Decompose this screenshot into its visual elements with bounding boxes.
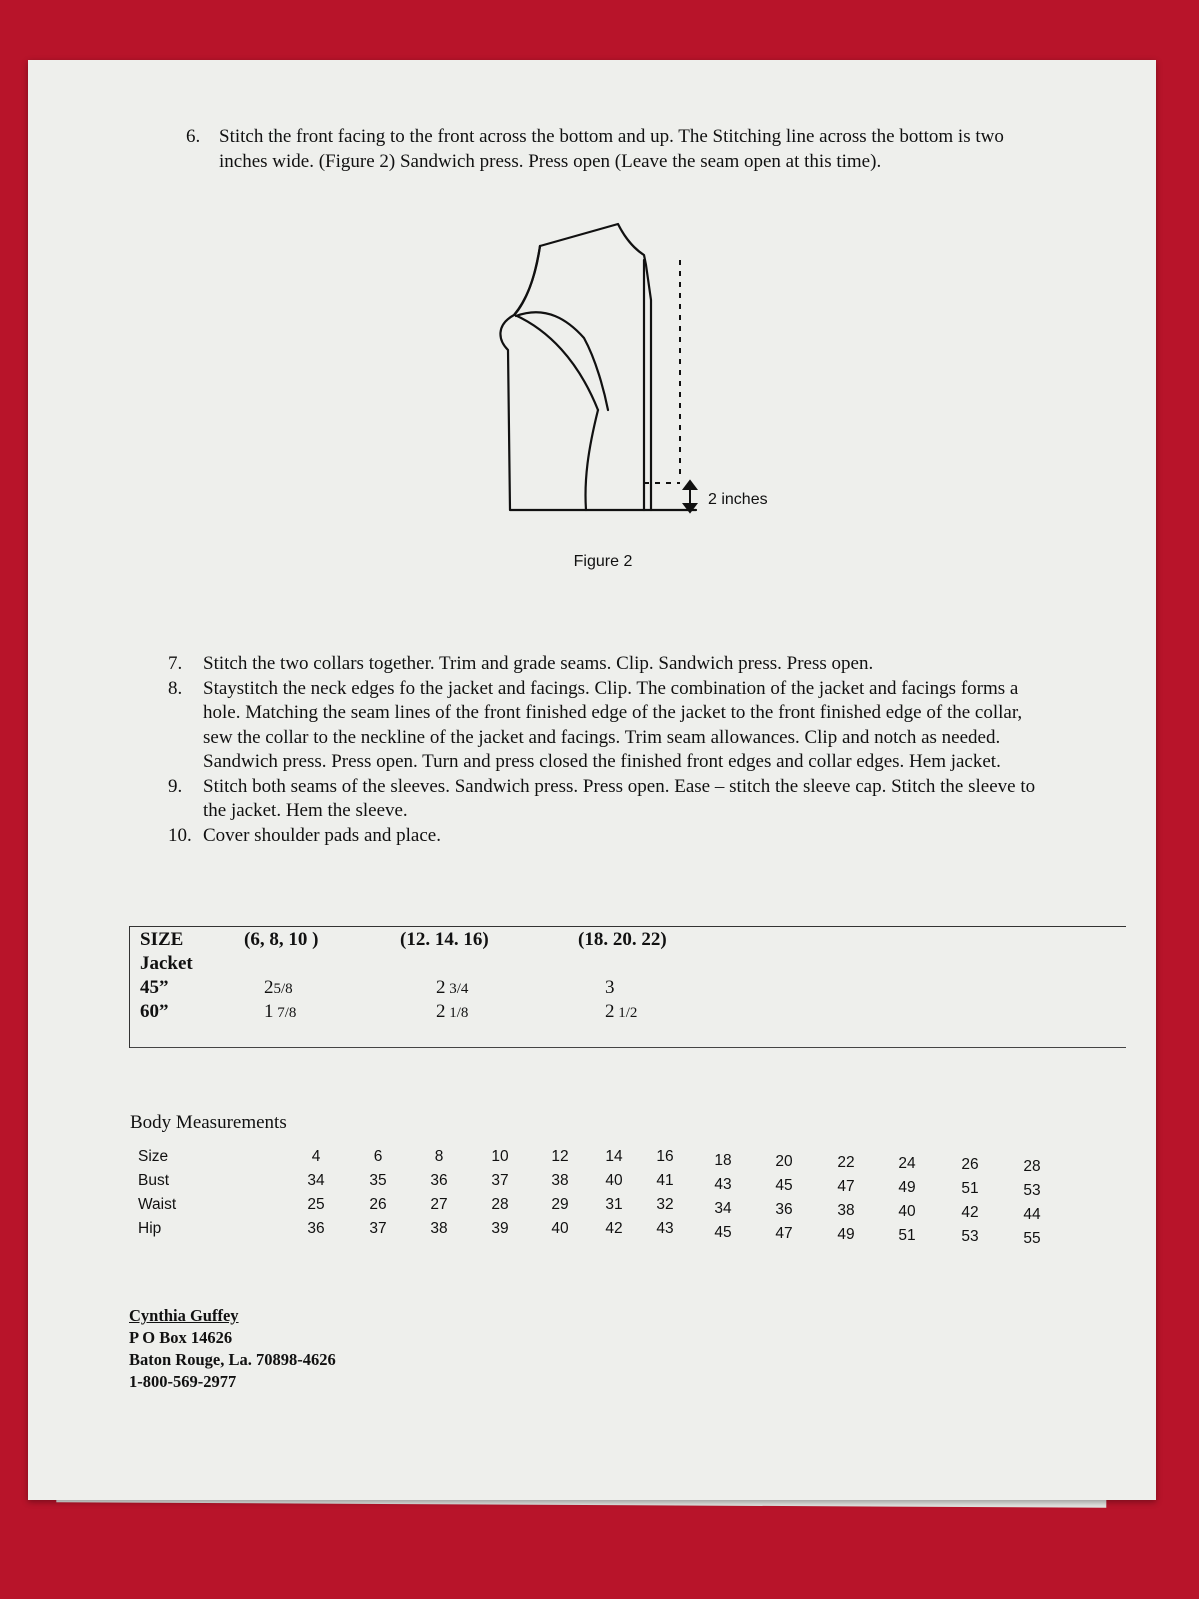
hip-value: 43 [656, 1220, 674, 1237]
row-label-45: 45” [140, 977, 169, 998]
hip-value: 53 [961, 1228, 979, 1245]
waist-value: 42 [961, 1204, 979, 1221]
bust-value: 51 [961, 1180, 979, 1197]
yardage-cell: 25/8 [264, 977, 293, 998]
side-seam [586, 410, 599, 510]
hip-value: 38 [430, 1220, 448, 1237]
bust-value: 38 [551, 1172, 569, 1189]
yardage-cell: 2 1/8 [436, 1001, 469, 1022]
bust-value: 53 [1023, 1182, 1041, 1199]
measure-label: 2 inches [708, 491, 768, 508]
waist-value: 29 [551, 1196, 569, 1213]
lapel-line [515, 315, 598, 410]
jacket-label: Jacket [140, 953, 193, 974]
waist-value: 26 [369, 1196, 387, 1213]
figure-caption: Figure 2 [573, 553, 633, 570]
figure-2 [468, 210, 808, 600]
bust-value: 49 [898, 1179, 916, 1196]
size-value: 8 [434, 1148, 444, 1165]
hip-value: 45 [714, 1224, 732, 1241]
size-value: 12 [551, 1148, 569, 1165]
step-8 [168, 677, 1048, 775]
step-text: Stitch the two collars together. Trim and grade seams. Clip. Sandwich press. Press open. [203, 653, 874, 674]
step-number: 9. [168, 775, 183, 797]
waist-value: 32 [656, 1196, 674, 1213]
bust-value: 47 [837, 1178, 855, 1195]
size-value: 14 [605, 1148, 623, 1165]
yardage-cell: 1 7/8 [264, 1001, 297, 1022]
size-value: 10 [491, 1148, 509, 1165]
yardage-cell: 3 [605, 977, 615, 998]
size-value: 16 [656, 1148, 674, 1165]
yardage-cell: 2 3/4 [436, 977, 469, 998]
size-value: 18 [714, 1152, 732, 1169]
row-label-size: Size [138, 1148, 169, 1165]
body-measurements-title: Body Measurements [130, 1112, 287, 1133]
size-value: 26 [961, 1156, 979, 1173]
size-value: 24 [898, 1155, 916, 1172]
hip-value: 47 [775, 1225, 793, 1242]
waist-value: 44 [1023, 1206, 1041, 1223]
jacket-outline [540, 224, 696, 510]
waist-value: 34 [714, 1200, 732, 1217]
contact-phone: 1-800-569-2977 [129, 1372, 237, 1391]
bust-value: 35 [369, 1172, 387, 1189]
bust-value: 40 [605, 1172, 623, 1189]
step-number: 6. [186, 126, 201, 147]
bust-value: 43 [714, 1176, 732, 1193]
hip-value: 55 [1023, 1230, 1041, 1247]
step-9 [168, 775, 1048, 824]
step-number: 10. [168, 824, 192, 846]
size-header: SIZE [140, 929, 184, 950]
hip-value: 40 [551, 1220, 569, 1237]
hip-value: 37 [369, 1220, 387, 1237]
size-value: 28 [1023, 1158, 1041, 1175]
waist-value: 28 [491, 1196, 509, 1213]
contact-name: Cynthia Guffey [129, 1306, 239, 1325]
waist-value: 25 [307, 1196, 325, 1213]
bust-value: 34 [307, 1172, 325, 1189]
hip-value: 49 [837, 1226, 855, 1243]
hip-value: 39 [491, 1220, 509, 1237]
step-text: Stitch the front facing to the front across the bottom and up. The Stitching line across the bottom is two inches wide. (Figure 2) Sandwich press. Press open (Leave the seam open at this time). [219, 126, 1004, 172]
step-7 [168, 652, 1048, 677]
jacket-front-diagram [468, 210, 808, 600]
step-number: 7. [168, 653, 183, 674]
size-value: 20 [775, 1153, 793, 1170]
size-value: 4 [311, 1148, 321, 1165]
size-value: 22 [837, 1154, 855, 1171]
table-rule [130, 1047, 1126, 1048]
row-label-60: 60” [140, 1001, 169, 1022]
waist-value: 36 [775, 1201, 793, 1218]
hip-value: 42 [605, 1220, 623, 1237]
step-number: 8. [168, 677, 183, 699]
bust-value: 37 [491, 1172, 509, 1189]
waist-value: 38 [837, 1202, 855, 1219]
yardage-cell: 2 1/2 [605, 1001, 638, 1022]
bust-value: 45 [775, 1177, 793, 1194]
step-6 [186, 124, 1006, 174]
row-label-hip: Hip [138, 1220, 162, 1237]
size-group-2: (12. 14. 16) [400, 929, 489, 950]
size-group-3: (18. 20. 22) [578, 929, 667, 950]
step-text: Cover shoulder pads and place. [203, 824, 441, 846]
row-label-bust: Bust [138, 1172, 170, 1189]
hip-value: 51 [898, 1227, 916, 1244]
waist-value: 40 [898, 1203, 916, 1220]
waist-value: 31 [605, 1196, 623, 1213]
size-group-1: (6, 8, 10 ) [244, 929, 319, 950]
row-label-waist: Waist [138, 1196, 177, 1213]
size-value: 6 [373, 1148, 383, 1165]
contact-block [129, 1305, 336, 1393]
bust-value: 36 [430, 1172, 448, 1189]
hip-value: 36 [307, 1220, 325, 1237]
contact-address: P O Box 14626 [129, 1328, 233, 1347]
pattern-instruction-page [28, 60, 1156, 1500]
steps-list [168, 652, 1048, 848]
yardage-table [129, 926, 1126, 1048]
step-text: Staystitch the neck edges fo the jacket and facings. Clip. The combination of the jacket and facings forms a hole. Matching the seam lines of the front finished edge of the jacket to the front finished edge of the collar, sew the collar to the neckline of the jacket and facings. Trim seam allowances. Clip and notch as needed. Sandwich press. Press open. Turn and press closed the finished front edges and collar edges. Hem jacket. [203, 677, 1023, 772]
contact-city: Baton Rouge, La. 70898-4626 [129, 1350, 336, 1369]
step-10 [168, 824, 1048, 849]
bust-value: 41 [656, 1172, 674, 1189]
waist-value: 27 [430, 1196, 448, 1213]
step-text: Stitch both seams of the sleeves. Sandwich press. Press open. Ease – stitch the sleeve cap. Stitch the sleeve to the jacket. Hem the sleeve. [203, 775, 1036, 821]
